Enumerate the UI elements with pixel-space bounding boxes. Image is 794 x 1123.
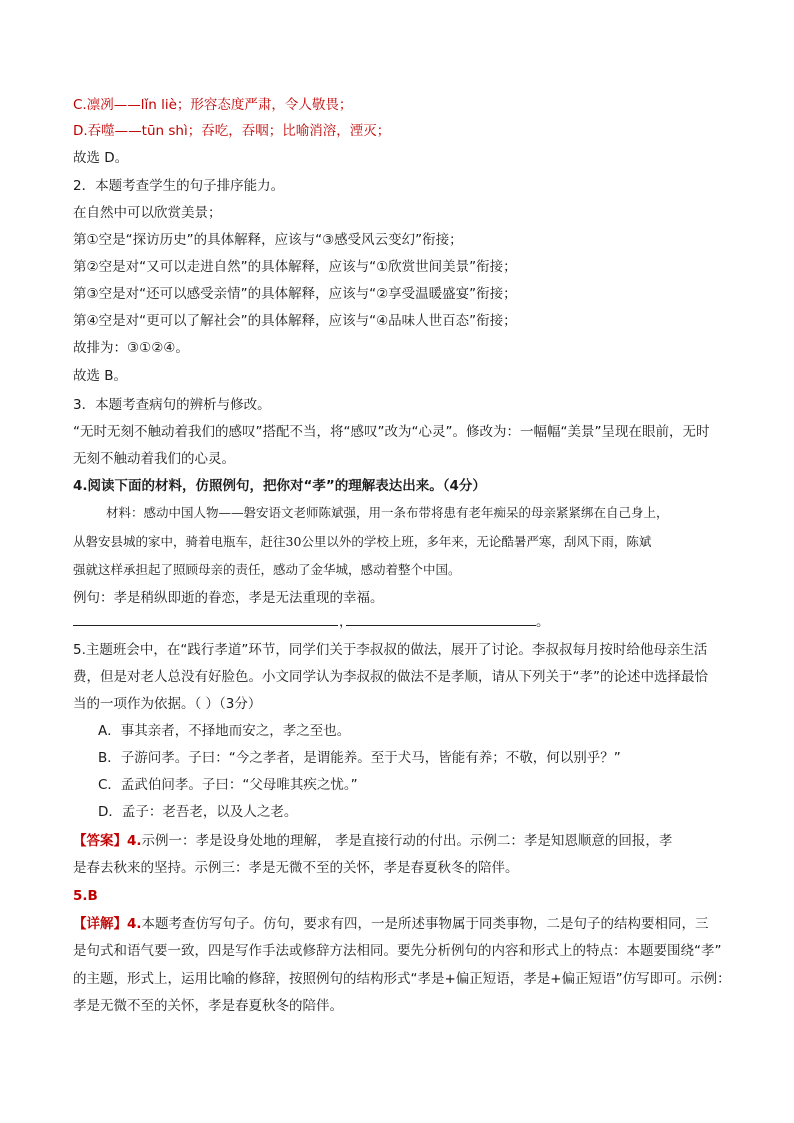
question-3-explanation: “无时无刻不触动着我们的感叹”搭配不当，将“感叹”改为“心灵”。修改为：一幅幅“美景”呈现在眼前，无时	[73, 424, 710, 440]
answer-5b: 5.B	[73, 888, 98, 904]
example-sentence: 例句：孝是稍纵即逝的眷恋，孝是无法重现的幸福。	[73, 590, 384, 606]
detail-text: 本题考查仿写句子。仿句，要求有四，一是所述事物属于同类事物，二是句子的结构要相同，三	[141, 916, 709, 932]
answer-line-cont: 是春去秋来的坚持。示例三：孝是无微不至的关怀，孝是春夏秋冬的陪伴。	[73, 860, 519, 876]
sequence-blank-1: 第①空是“探访历史”的具体解释，应该与“③感受风云变幻”衔接；	[73, 232, 463, 248]
answer-line	[73, 831, 733, 851]
question-3-heading: 3．本题考查病句的辨析与修改。	[73, 397, 271, 413]
detail-line-3: 的主题，形式上，运用比喻的修辞，按照例句的结构形式“孝是+偏正短语，孝是+偏正短语”仿写即可。示例：	[73, 971, 731, 987]
choice-a: A．事其亲者，不择地而安之，孝之至也。	[98, 723, 351, 739]
material-text-1: 材料：感动中国人物——磐安语文老师陈斌强，用一条布带将患有老年痴呆的母亲紧紧绑在自己身上，	[106, 505, 669, 520]
detail-number: 4.	[127, 916, 142, 932]
question-5-prompt-3: 当的一项作为依据。（ ）（3分）	[73, 696, 262, 712]
question-3-explanation-cont: 无刻不触动着我们的心灵。	[73, 451, 235, 467]
sequence-blank-4: 第④空是对“更可以了解社会”的具体解释，应该与“④品味人世百态”衔接；	[73, 313, 517, 329]
answer-tag: 【答案】	[73, 833, 127, 849]
blank-period: 。	[536, 614, 550, 630]
detail-line-2: 是句式和语气要一致，四是写作手法或修辞方法相同。要先分析例句的内容和形式上的特点：本题要围绕“孝”	[73, 943, 722, 959]
choice-b: B．子游问孝。子曰：“今之孝者，是谓能养。至于犬马，皆能有养；不敬，何以别乎？”	[98, 750, 621, 766]
answer-blank-1[interactable]	[73, 625, 338, 626]
sequence-intro: 在自然中可以欣赏美景；	[73, 205, 222, 221]
sequence-order: 故排为：③①②④。	[73, 340, 189, 356]
question-5-prompt-1: 5.主题班会中，在“践行孝道”环节，同学们关于李叔叔的做法，展开了讨论。李叔叔每月按时给他母亲生活	[73, 642, 708, 658]
choice-c: C．孟武伯问孝。子曰：“父母唯其疾之忧。”	[98, 777, 358, 793]
answer-number: 4.	[127, 833, 142, 849]
detail-tag: 【详解】	[73, 916, 127, 932]
sequence-blank-3: 第③空是对“还可以感受亲情”的具体解释，应该与“②享受温暖盛宴”衔接；	[73, 286, 517, 302]
question-5-prompt-2: 费，但是对老人总没有好脸色。小文同学认为李叔叔的做法不是孝顺，请从下列关于“孝”的论述中选择最恰	[73, 669, 708, 685]
option-d-line: D.吞噬——tūn shì；吞吃，吞咽；比喻消溶，湮灭；	[73, 123, 391, 139]
option-c-line: C.凛冽——lǐn liè；形容态度严肃，令人敬畏；	[73, 97, 353, 113]
material-text-2: 从磐安县城的家中，骑着电瓶车，赶往30公里以外的学校上班，多年来，无论酷暑严寒，刮风下雨，陈斌	[73, 534, 652, 549]
material-text-3: 强就这样承担起了照顾母亲的责任，感动了金华城，感动着整个中国。	[73, 562, 461, 577]
sequence-blank-2: 第②空是对“又可以走进自然”的具体解释，应该与“①欣赏世间美景”衔接；	[73, 259, 517, 275]
detail-line	[73, 914, 733, 934]
answer-choice-b: 故选 B。	[73, 368, 128, 384]
answer-choice-d: 故选 D。	[73, 150, 129, 166]
blank-comma: ，	[339, 614, 353, 630]
answer-blank-2[interactable]	[346, 625, 536, 626]
choice-d: D．孟子：老吾老，以及人之老。	[98, 804, 298, 820]
detail-line-4: 孝是无微不至的关怀，孝是春夏秋冬的陪伴。	[73, 998, 343, 1014]
question-2-heading: 2．本题考查学生的句子排序能力。	[73, 178, 285, 194]
question-4-prompt: 4.阅读下面的材料，仿照例句，把你对“孝”的理解表达出来。（4分）	[73, 478, 486, 494]
answer-text: 示例一：孝是设身处地的理解， 孝是直接行动的付出。示例二：孝是知恩顺意的回报，孝	[141, 833, 673, 849]
